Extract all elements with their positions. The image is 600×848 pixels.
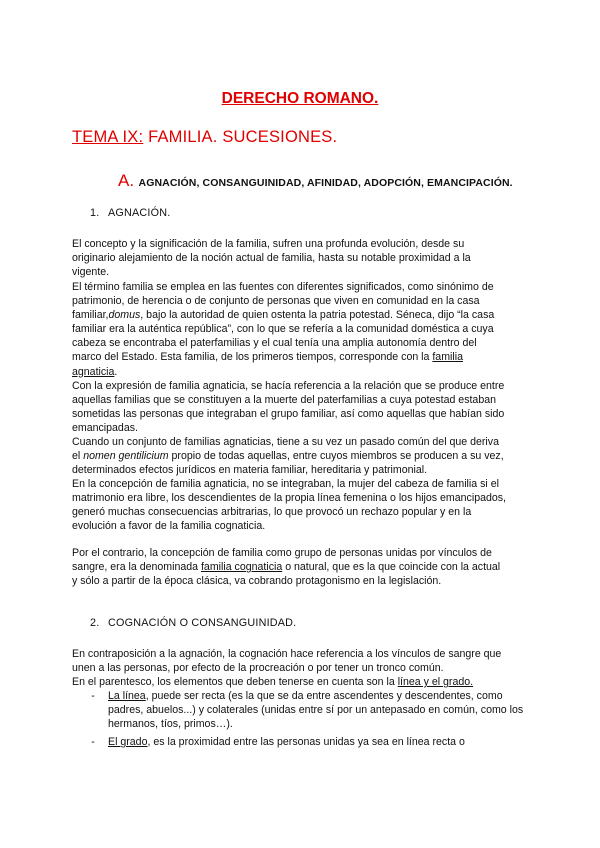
- text-line: Con la expresión de familia agnaticia, se hacía referencia a la relación que se produce entre: [72, 380, 505, 392]
- text-run: familiar,: [72, 309, 109, 322]
- text-line: hermanos, tíos, primos…).: [108, 718, 233, 731]
- text-line: [72, 365, 532, 379]
- text-line: sometidas las personas que integraban el grupo familiar, así como aquellas que habían sido: [72, 408, 505, 421]
- text-run: .: [114, 365, 118, 378]
- text-line: aquellas familias que se constituyen a la muerte del paterfamilias a cuya potestad estaban: [72, 394, 496, 407]
- paragraph-5: [72, 477, 532, 533]
- text-line: En la concepción de familia agnaticia, no se integraban, la mujer del cabeza de familia si el: [72, 478, 499, 490]
- section-a-heading: [118, 171, 513, 191]
- underlined-term: familia: [432, 351, 463, 364]
- text-line: unen a las personas, por efecto de la procreación o por tener un tronco común.: [72, 662, 444, 675]
- document-title: DERECHO ROMANO.: [221, 90, 379, 107]
- list-item-grado: [72, 735, 532, 749]
- text-run: o natural, que es la que coincide con la actual: [282, 561, 501, 574]
- paragraph-1: [72, 237, 532, 279]
- text-line: evolución a favor de la familia cognaticia.: [72, 520, 266, 533]
- text-line: cabeza se encontraba el paterfamilias y el cual tenía una amplia autonomía dentro del: [72, 337, 477, 350]
- text-line: matrimonio era libre, los descendientes de la propia línea femenina o los hijos emancipados,: [72, 492, 507, 505]
- underlined-term: línea y el grado.: [397, 676, 474, 689]
- text-line: [72, 689, 532, 703]
- text-run: , es la proximidad entre las personas unidas ya sea en línea recta o: [147, 736, 465, 748]
- text-run: propio de todas aquellas, entre cuyos miembros se producen a su vez,: [168, 450, 504, 463]
- heading-label: AGNACIÓN.: [108, 207, 171, 219]
- text-line: determinados efectos jurídicos en materia familiar, hereditaria y patrimonial.: [72, 464, 428, 477]
- text-line: generó muchas consecuencias arbitrarias, lo que provocó un rechazo popular y en la: [72, 506, 472, 519]
- bullet-dash: -: [91, 736, 95, 748]
- list-item-linea: [72, 689, 532, 731]
- text-line: Cuando un conjunto de familias agnaticias, tiene a su vez un pasado común del que deriva: [72, 436, 499, 448]
- heading-cognacion: [90, 617, 296, 629]
- text-line: [72, 735, 532, 749]
- text-run: sangre, era la denominada: [72, 561, 201, 574]
- text-line: familiar era la auténtica república”, con lo que se refería a la comunidad doméstica a cuya: [72, 323, 494, 336]
- text-line: En contraposición a la agnación, la cognación hace referencia a los vínculos de sangre que: [72, 648, 502, 660]
- text-line: padres, abuelos...) y colaterales (unidas entre sí por un antepasado en común, como los: [108, 704, 524, 717]
- heading-number: 1.: [90, 207, 100, 219]
- paragraph-6: [72, 546, 532, 588]
- section-a-text: AGNACIÓN, CONSANGUINIDAD, AFINIDAD, ADOPCIÓN, EMANCIPACIÓN.: [138, 177, 513, 189]
- bullet-dash: -: [91, 690, 95, 702]
- topic-prefix: TEMA IX:: [72, 128, 144, 146]
- text-line: [72, 675, 532, 689]
- text-run: , bajo la autoridad de quien ostenta la patria potestad. Séneca, dijo “la casa: [140, 309, 495, 322]
- section-letter: A.: [118, 171, 135, 190]
- text-line: patrimonio, de herencia o de conjunto de personas que viven en comunidad en la casa: [72, 295, 480, 308]
- text-line: [72, 308, 532, 322]
- text-line: [72, 560, 532, 574]
- paragraph-4: [72, 435, 532, 477]
- text-line: [72, 449, 532, 463]
- text-line: originario alejamiento de la noción actual de familia, hasta su notable proximidad a la: [72, 252, 471, 265]
- text-line: y sólo a partir de la época clásica, va cobrando protagonismo en la legislación.: [72, 575, 442, 588]
- text-line: emancipadas.: [72, 422, 138, 435]
- text-run: el: [72, 450, 84, 463]
- text-line: El concepto y la significación de la familia, sufren una profunda evolución, desde su: [72, 238, 465, 250]
- underlined-term: La línea: [108, 690, 146, 702]
- italic-term-domus: domus: [108, 309, 141, 322]
- text-line: vigente.: [72, 266, 110, 279]
- paragraph-3: [72, 379, 532, 435]
- heading-agnacion: [90, 207, 170, 219]
- text-line: El término familia se emplea en las fuentes con diferentes significados, como sinónimo de: [72, 281, 494, 293]
- italic-term-nomen: nomen gentilicium: [83, 450, 169, 463]
- topic-title: FAMILIA. SUCESIONES.: [143, 128, 338, 146]
- text-line: [72, 350, 532, 364]
- heading-label: COGNACIÓN O CONSANGUINIDAD.: [108, 617, 297, 629]
- text-run: , puede ser recta (es la que se da entre ascendentes y descendentes, como: [145, 690, 503, 702]
- text-line: Por el contrario, la concepción de familia como grupo de personas unidas por vínculos de: [72, 547, 492, 559]
- text-run: En el parentesco, los elementos que deben tenerse en cuenta son la: [72, 676, 398, 689]
- underlined-term: agnaticia: [72, 365, 115, 378]
- text-run: marco del Estado. Esta familia, de los primeros tiempos, corresponde con la: [72, 351, 433, 364]
- heading-number: 2.: [90, 617, 100, 629]
- paragraph-7: [72, 647, 532, 689]
- underlined-term: El grado: [108, 736, 148, 748]
- paragraph-2: [72, 280, 532, 379]
- underlined-term: familia cognaticia: [200, 561, 283, 574]
- topic-heading: [72, 128, 337, 147]
